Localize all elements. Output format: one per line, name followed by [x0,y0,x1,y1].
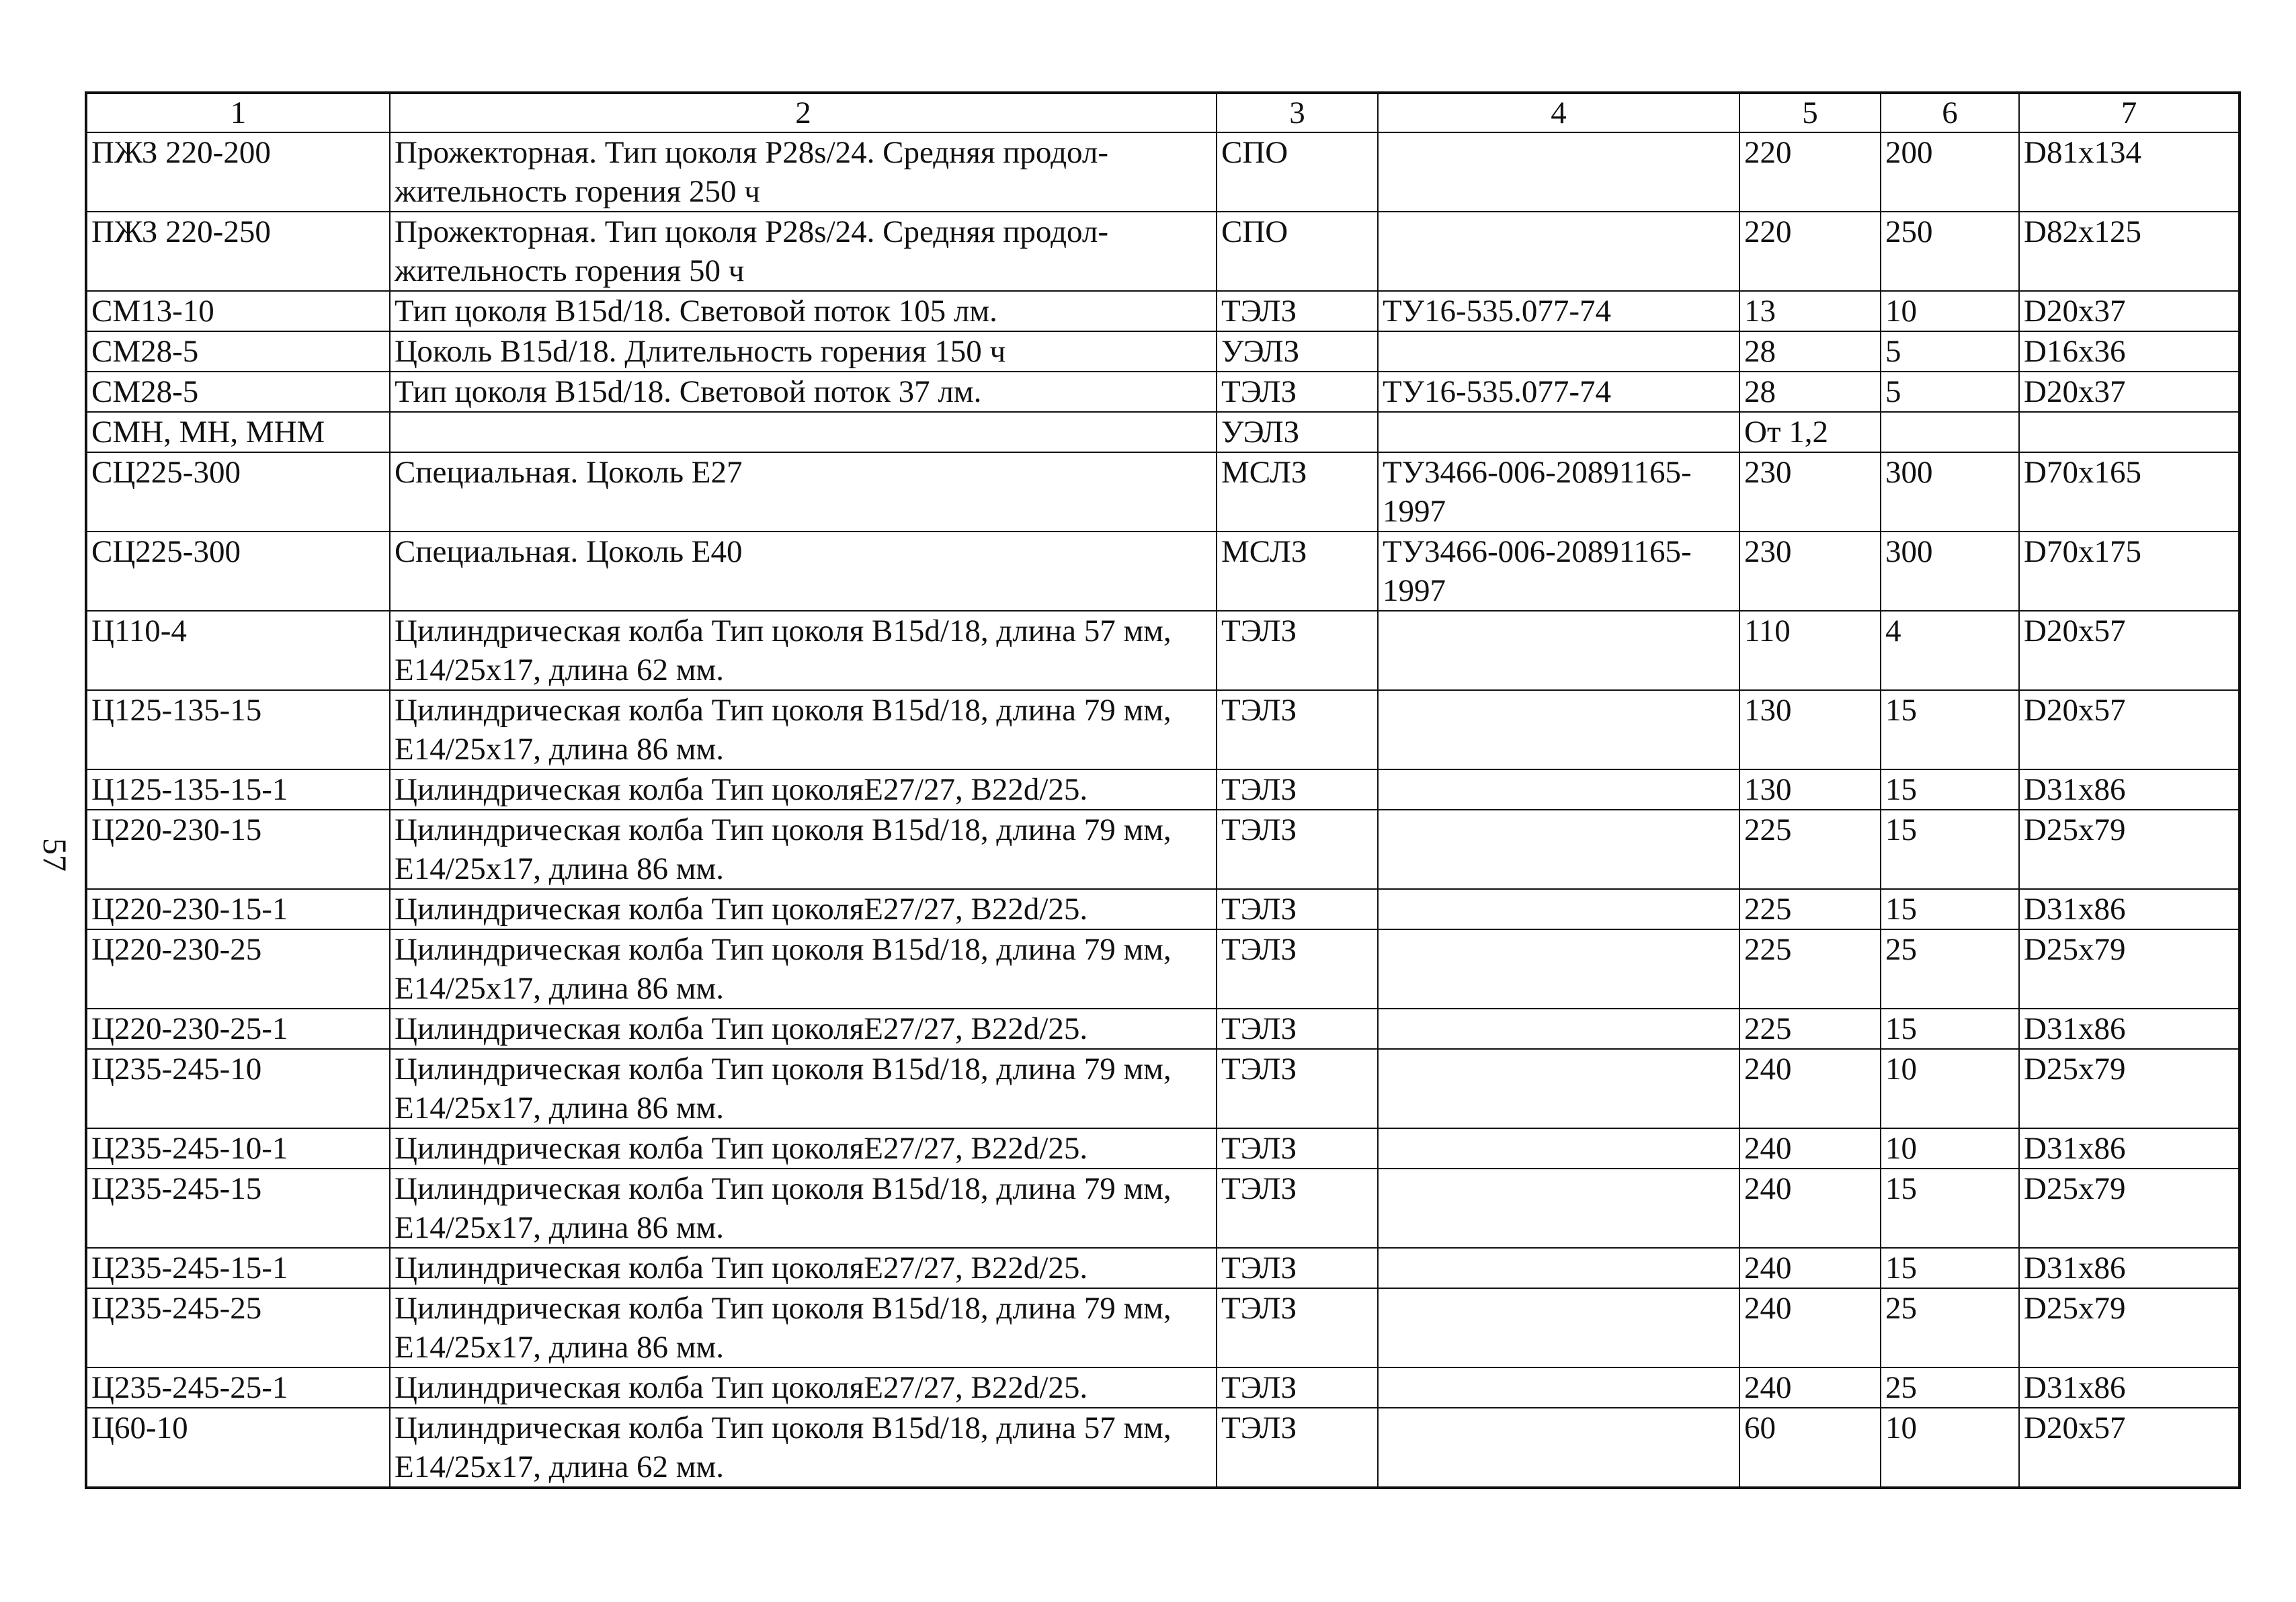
dimensions-cell: D31x86 [2019,1367,2240,1408]
table-row [86,132,2240,212]
model-cell: СЦ225-300 [86,532,390,611]
dimensions-cell [2019,412,2240,452]
lamp-specification-table [85,91,2241,1489]
voltage-cell: 13 [1739,291,1881,331]
manufacturer-cell: СПО [1217,212,1378,291]
model-cell: Ц220-230-25-1 [86,1009,390,1049]
manufacturer-cell: УЭЛЗ [1217,331,1378,372]
table-row [86,291,2240,331]
manufacturer-cell: ТЭЛЗ [1217,1367,1378,1408]
voltage-cell: 240 [1739,1367,1881,1408]
dimensions-cell: D20x57 [2019,1408,2240,1488]
description-cell: Цилиндрическая колба Тип цоколяE27/27, B22d/25. [390,1367,1217,1408]
spec-doc-cell [1378,769,1739,810]
dimensions-cell: D16x36 [2019,331,2240,372]
power-cell: 15 [1881,690,2019,769]
manufacturer-cell: ТЭЛЗ [1217,1009,1378,1049]
power-cell: 25 [1881,1367,2019,1408]
spec-doc-cell [1378,1169,1739,1248]
manufacturer-cell: ТЭЛЗ [1217,690,1378,769]
dimensions-cell: D70x165 [2019,452,2240,532]
model-cell: Ц235-245-10-1 [86,1128,390,1169]
model-cell: Ц235-245-15 [86,1169,390,1248]
description-cell: Прожекторная. Тип цоколя P28s/24. Средняя продол-жительность горения 50 ч [390,212,1217,291]
table-row [86,769,2240,810]
table-row [86,1009,2240,1049]
dimensions-cell: D20x37 [2019,291,2240,331]
voltage-cell: 220 [1739,132,1881,212]
manufacturer-cell: ТЭЛЗ [1217,1169,1378,1248]
power-cell: 15 [1881,1169,2019,1248]
header-cell-1: 1 [86,93,390,132]
model-cell: Ц235-245-15-1 [86,1248,390,1288]
table-row [86,1288,2240,1367]
model-cell: Ц220-230-15-1 [86,889,390,929]
description-cell: Цилиндрическая колба Тип цоколяE27/27, B22d/25. [390,1009,1217,1049]
voltage-cell: 240 [1739,1288,1881,1367]
power-cell: 15 [1881,1009,2019,1049]
voltage-cell: 225 [1739,929,1881,1009]
dimensions-cell: D31x86 [2019,1128,2240,1169]
header-cell-4: 4 [1378,93,1739,132]
power-cell: 25 [1881,1288,2019,1367]
dimensions-cell: D25x79 [2019,1169,2240,1248]
header-cell-5: 5 [1739,93,1881,132]
power-cell: 5 [1881,331,2019,372]
table-row [86,412,2240,452]
voltage-cell: 240 [1739,1128,1881,1169]
model-cell: Ц110-4 [86,611,390,690]
model-cell: Ц235-245-25 [86,1288,390,1367]
dimensions-cell: D31x86 [2019,1248,2240,1288]
table-row [86,611,2240,690]
power-cell: 15 [1881,1248,2019,1288]
model-cell: СМ28-5 [86,331,390,372]
spec-doc-cell [1378,1049,1739,1128]
voltage-cell: 240 [1739,1248,1881,1288]
model-cell: Ц235-245-10 [86,1049,390,1128]
manufacturer-cell: ТЭЛЗ [1217,810,1378,889]
manufacturer-cell: СПО [1217,132,1378,212]
spec-doc-cell [1378,929,1739,1009]
power-cell: 10 [1881,1408,2019,1488]
voltage-cell: 225 [1739,889,1881,929]
description-cell: Цоколь B15d/18. Длительность горения 150 ч [390,331,1217,372]
table-body [86,93,2240,1488]
description-cell: Цилиндрическая колба Тип цоколяE27/27, B22d/25. [390,1128,1217,1169]
manufacturer-cell: ТЭЛЗ [1217,372,1378,412]
dimensions-cell: D25x79 [2019,1288,2240,1367]
manufacturer-cell: ТЭЛЗ [1217,929,1378,1009]
spec-doc-cell [1378,1128,1739,1169]
dimensions-cell: D20x57 [2019,611,2240,690]
power-cell: 15 [1881,810,2019,889]
voltage-cell: 225 [1739,810,1881,889]
manufacturer-cell: ТЭЛЗ [1217,611,1378,690]
voltage-cell: 28 [1739,372,1881,412]
voltage-cell: 240 [1739,1169,1881,1248]
spec-doc-cell [1378,611,1739,690]
power-cell: 10 [1881,1049,2019,1128]
table-row [86,452,2240,532]
power-cell: 5 [1881,372,2019,412]
description-cell: Цилиндрическая колба Тип цоколяE27/27, B22d/25. [390,1248,1217,1288]
table-row [86,1169,2240,1248]
dimensions-cell: D25x79 [2019,810,2240,889]
description-cell: Специальная. Цоколь Е40 [390,532,1217,611]
table-row [86,532,2240,611]
table-row [86,1367,2240,1408]
voltage-cell: 220 [1739,212,1881,291]
manufacturer-cell: ТЭЛЗ [1217,1128,1378,1169]
dimensions-cell: D20x57 [2019,690,2240,769]
description-cell: Специальная. Цоколь Е27 [390,452,1217,532]
description-cell: Цилиндрическая колба Тип цоколя B15d/18, длина 79 мм, Е14/25x17, длина 86 мм. [390,690,1217,769]
dimensions-cell: D82x125 [2019,212,2240,291]
dimensions-cell: D25x79 [2019,929,2240,1009]
model-cell: СЦ225-300 [86,452,390,532]
header-cell-3: 3 [1217,93,1378,132]
spec-doc-cell [1378,412,1739,452]
power-cell: 15 [1881,889,2019,929]
power-cell: 300 [1881,452,2019,532]
model-cell: Ц60-10 [86,1408,390,1488]
description-cell: Тип цоколя B15d/18. Световой поток 37 лм. [390,372,1217,412]
model-cell: СМ13-10 [86,291,390,331]
manufacturer-cell: ТЭЛЗ [1217,1049,1378,1128]
spec-doc-cell: ТУ3466-006-20891165-1997 [1378,452,1739,532]
voltage-cell: 225 [1739,1009,1881,1049]
table-row [86,1128,2240,1169]
description-cell: Цилиндрическая колба Тип цоколя B15d/18, длина 79 мм, Е14/25x17, длина 86 мм. [390,1049,1217,1128]
manufacturer-cell: УЭЛЗ [1217,412,1378,452]
dimensions-cell: D31x86 [2019,769,2240,810]
spec-doc-cell [1378,132,1739,212]
model-cell: Ц235-245-25-1 [86,1367,390,1408]
power-cell: 250 [1881,212,2019,291]
model-cell: Ц125-135-15 [86,690,390,769]
spec-doc-cell [1378,331,1739,372]
table-row [86,690,2240,769]
model-cell: СМН, МН, МНМ [86,412,390,452]
spec-doc-cell: ТУ16-535.077-74 [1378,372,1739,412]
description-cell: Цилиндрическая колба Тип цоколя B15d/18, длина 79 мм, Е14/25x17, длина 86 мм. [390,1169,1217,1248]
model-cell: ПЖЗ 220-200 [86,132,390,212]
power-cell: 10 [1881,1128,2019,1169]
description-cell: Тип цоколя B15d/18. Световой поток 105 лм. [390,291,1217,331]
model-cell: Ц220-230-25 [86,929,390,1009]
manufacturer-cell: МСЛЗ [1217,452,1378,532]
power-cell: 200 [1881,132,2019,212]
manufacturer-cell: МСЛЗ [1217,532,1378,611]
spec-doc-cell [1378,1367,1739,1408]
voltage-cell: 110 [1739,611,1881,690]
description-cell: Цилиндрическая колба Тип цоколя B15d/18, длина 79 мм, Е14/25x17, длина 86 мм. [390,1288,1217,1367]
voltage-cell: 60 [1739,1408,1881,1488]
spec-doc-cell [1378,889,1739,929]
manufacturer-cell: ТЭЛЗ [1217,1408,1378,1488]
table-row [86,372,2240,412]
header-cell-6: 6 [1881,93,2019,132]
power-cell: 10 [1881,291,2019,331]
header-cell-7: 7 [2019,93,2240,132]
table-row [86,212,2240,291]
table-row [86,331,2240,372]
voltage-cell: 28 [1739,331,1881,372]
description-cell: Цилиндрическая колба Тип цоколя B15d/18, длина 57 мм, Е14/25x17, длина 62 мм. [390,611,1217,690]
model-cell: Ц125-135-15-1 [86,769,390,810]
table-header-row [86,93,2240,132]
description-cell: Цилиндрическая колба Тип цоколя B15d/18, длина 79 мм, Е14/25x17, длина 86 мм. [390,929,1217,1009]
description-cell: Прожекторная. Тип цоколя P28s/24. Средняя продол-жительность горения 250 ч [390,132,1217,212]
voltage-cell: 130 [1739,769,1881,810]
table-row [86,889,2240,929]
dimensions-cell: D20x37 [2019,372,2240,412]
spec-doc-cell [1378,1009,1739,1049]
model-cell: Ц220-230-15 [86,810,390,889]
manufacturer-cell: ТЭЛЗ [1217,769,1378,810]
dimensions-cell: D25x79 [2019,1049,2240,1128]
description-cell: Цилиндрическая колба Тип цоколя B15d/18, длина 57 мм, Е14/25x17, длина 62 мм. [390,1408,1217,1488]
dimensions-cell: D31x86 [2019,889,2240,929]
spec-doc-cell [1378,1288,1739,1367]
spec-doc-cell [1378,1408,1739,1488]
manufacturer-cell: ТЭЛЗ [1217,291,1378,331]
voltage-cell: 230 [1739,452,1881,532]
voltage-cell: От 1,2 [1739,412,1881,452]
header-cell-2: 2 [390,93,1217,132]
power-cell: 300 [1881,532,2019,611]
dimensions-cell: D31x86 [2019,1009,2240,1049]
power-cell: 4 [1881,611,2019,690]
table-row [86,1248,2240,1288]
voltage-cell: 230 [1739,532,1881,611]
spec-doc-cell [1378,810,1739,889]
manufacturer-cell: ТЭЛЗ [1217,889,1378,929]
description-cell: Цилиндрическая колба Тип цоколяE27/27, B22d/25. [390,889,1217,929]
spec-doc-cell: ТУ16-535.077-74 [1378,291,1739,331]
dimensions-cell: D81x134 [2019,132,2240,212]
table-row [86,1408,2240,1488]
manufacturer-cell: ТЭЛЗ [1217,1248,1378,1288]
spec-doc-cell [1378,690,1739,769]
description-cell: Цилиндрическая колба Тип цоколя B15d/18, длина 79 мм, Е14/25x17, длина 86 мм. [390,810,1217,889]
power-cell: 25 [1881,929,2019,1009]
description-cell [390,412,1217,452]
description-cell: Цилиндрическая колба Тип цоколяE27/27, B22d/25. [390,769,1217,810]
power-cell: 15 [1881,769,2019,810]
power-cell [1881,412,2019,452]
voltage-cell: 240 [1739,1049,1881,1128]
table-row [86,929,2240,1009]
table-row [86,1049,2240,1128]
spec-doc-cell: ТУ3466-006-20891165-1997 [1378,532,1739,611]
dimensions-cell: D70x175 [2019,532,2240,611]
table-row [86,810,2240,889]
page-number: 57 [36,838,74,872]
voltage-cell: 130 [1739,690,1881,769]
model-cell: СМ28-5 [86,372,390,412]
model-cell: ПЖЗ 220-250 [86,212,390,291]
spec-doc-cell [1378,212,1739,291]
spec-doc-cell [1378,1248,1739,1288]
manufacturer-cell: ТЭЛЗ [1217,1288,1378,1367]
